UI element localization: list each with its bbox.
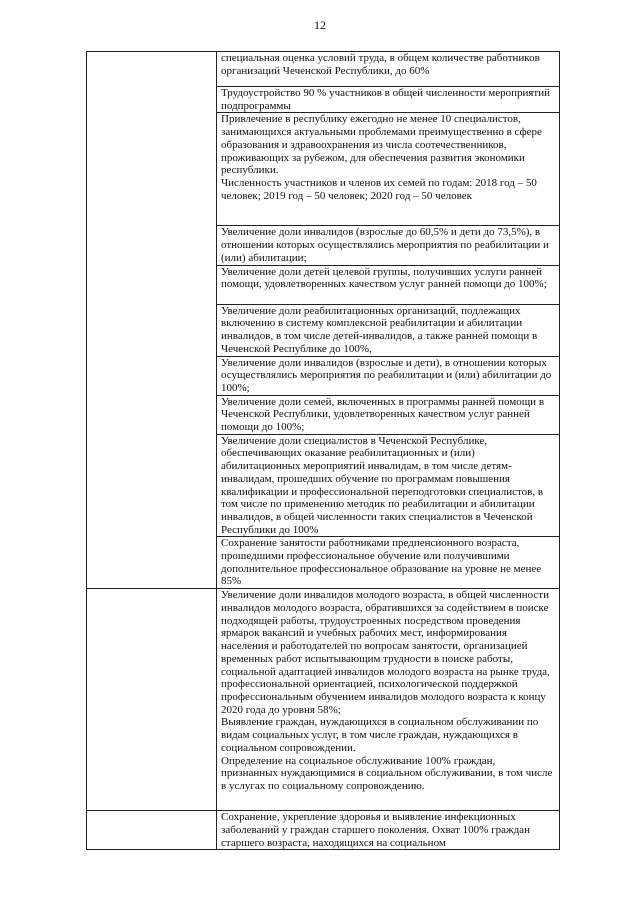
cell-text: Увеличение доли специалистов в Чеченской Республике, обеспечивающих оказание реабилитационных и (или) абилитационных мероприятий инвалидам, в том числе детям-инвалидам, прошедших обучение по программам повышения квалификации и профессиональной переподготовки специалистов, в том числе по применению методик по реабилитации и абилитации инвалидов, в общей численности таких специалистов в Чеченской Республики до 100% xyxy=(221,434,544,536)
left-cell xyxy=(87,589,217,811)
cell-text: Сохранение занятости работниками предпенсионного возраста, прошедшими профессиональное обучение или получившими дополнительное профессиональное образование на уровне не менее 85% xyxy=(221,537,542,588)
cell-text: Увеличение доли реабилитационных организаций, подлежащих включению в систему комплексной реабилитации и абилитации инвалидов, в том числе детей-инвалидов, а также ранней помощи в Чеченской Республике до 100%, xyxy=(221,304,538,355)
table-cell xyxy=(217,87,560,113)
table-cell xyxy=(217,265,560,304)
cell-text: Увеличение доли семей, включенных в программы ранней помощи в Чеченской Республики, удовлетворенных качеством услуг ранней помощи до 100%; xyxy=(221,395,545,434)
table-cell xyxy=(217,356,560,395)
table-cell xyxy=(217,537,560,589)
left-cell xyxy=(87,52,217,589)
cell-text: Сохранение, укрепление здоровья и выявление инфекционных заболеваний у граждан старшего поколения. Охват 100% граждан старшего возраста, находящихся на социальном xyxy=(221,811,530,849)
table-cell xyxy=(217,589,560,811)
table-cell xyxy=(217,226,560,265)
table-cell xyxy=(217,113,560,226)
table-row xyxy=(87,811,560,850)
table-cell xyxy=(217,434,560,537)
cell-text: Определение на социальное обслуживание 100% граждан, признанных нуждающимися в социальном обслуживании, в том числе в услугах по социальному сопровождению. xyxy=(221,754,553,792)
table-cell xyxy=(217,52,560,87)
cell-text: Увеличение доли инвалидов (взрослые и дети), в отношении которых осуществлялись мероприятия по реабилитации и (или) абилитации до 100%; xyxy=(221,356,552,394)
cell-text: специальная оценка условий труда, в общем количестве работников организаций Чеченской Республики, до 60% xyxy=(221,52,540,77)
table-cell xyxy=(217,304,560,356)
table-row xyxy=(87,52,560,87)
cell-text: Увеличение доли инвалидов (взрослые до 60,5% и дети до 73,5%), в отношении которых осуществлялись мероприятия по реабилитации и (или) абилитации; xyxy=(221,226,549,264)
table-cell xyxy=(217,395,560,434)
table-cell xyxy=(217,811,560,850)
indicators-table xyxy=(86,51,560,850)
cell-text: Привлечение в республику ежегодно не менее 10 специалистов, занимающихся актуальными проблемами преимущественно в сфере образования и здравоохранения из числа соотечественников, проживающих за рубежом, для обеспечения развития экономики республики. xyxy=(221,113,542,177)
left-cell xyxy=(87,811,217,850)
cell-text: Увеличение доли инвалидов молодого возраста, в общей численности инвалидов молодого возраста, обратившихся за содействием в поиске подходящей работы, трудоустроенных посредством проведения ярмарок вакансий и учебных рабочих мест, информирования населения и работодателей по вопросам занятости, организацией временных работ испытывающим трудности в поиске работы, социальной адаптацией инвалидов молодого возраста на рынке труда, профессиональной ориентацией, психологической поддержкой профессиональным обучением инвалидов молодого возраста к концу 2020 года до уровня 58%; xyxy=(221,589,550,716)
cell-text: Увеличение доли детей целевой группы, получивших услуги ранней помощи, удовлетворенных качеством услуг ранней помощи до 100%; xyxy=(221,265,547,291)
cell-text: Трудоустройство 90 % участников в общей численности мероприятий подпрограммы xyxy=(221,87,551,112)
cell-text: Численность участников и членов их семей по годам: 2018 год – 50 человек; 2019 год – 50 человек; 2020 год – 50 человек xyxy=(221,176,537,202)
page-number: 12 xyxy=(314,18,326,32)
cell-text: Выявление граждан, нуждающихся в социальном обслуживании по видам социальных услуг, в том числе граждан, нуждающихся в социальном сопровождении. xyxy=(221,716,539,754)
table-row xyxy=(87,589,560,811)
